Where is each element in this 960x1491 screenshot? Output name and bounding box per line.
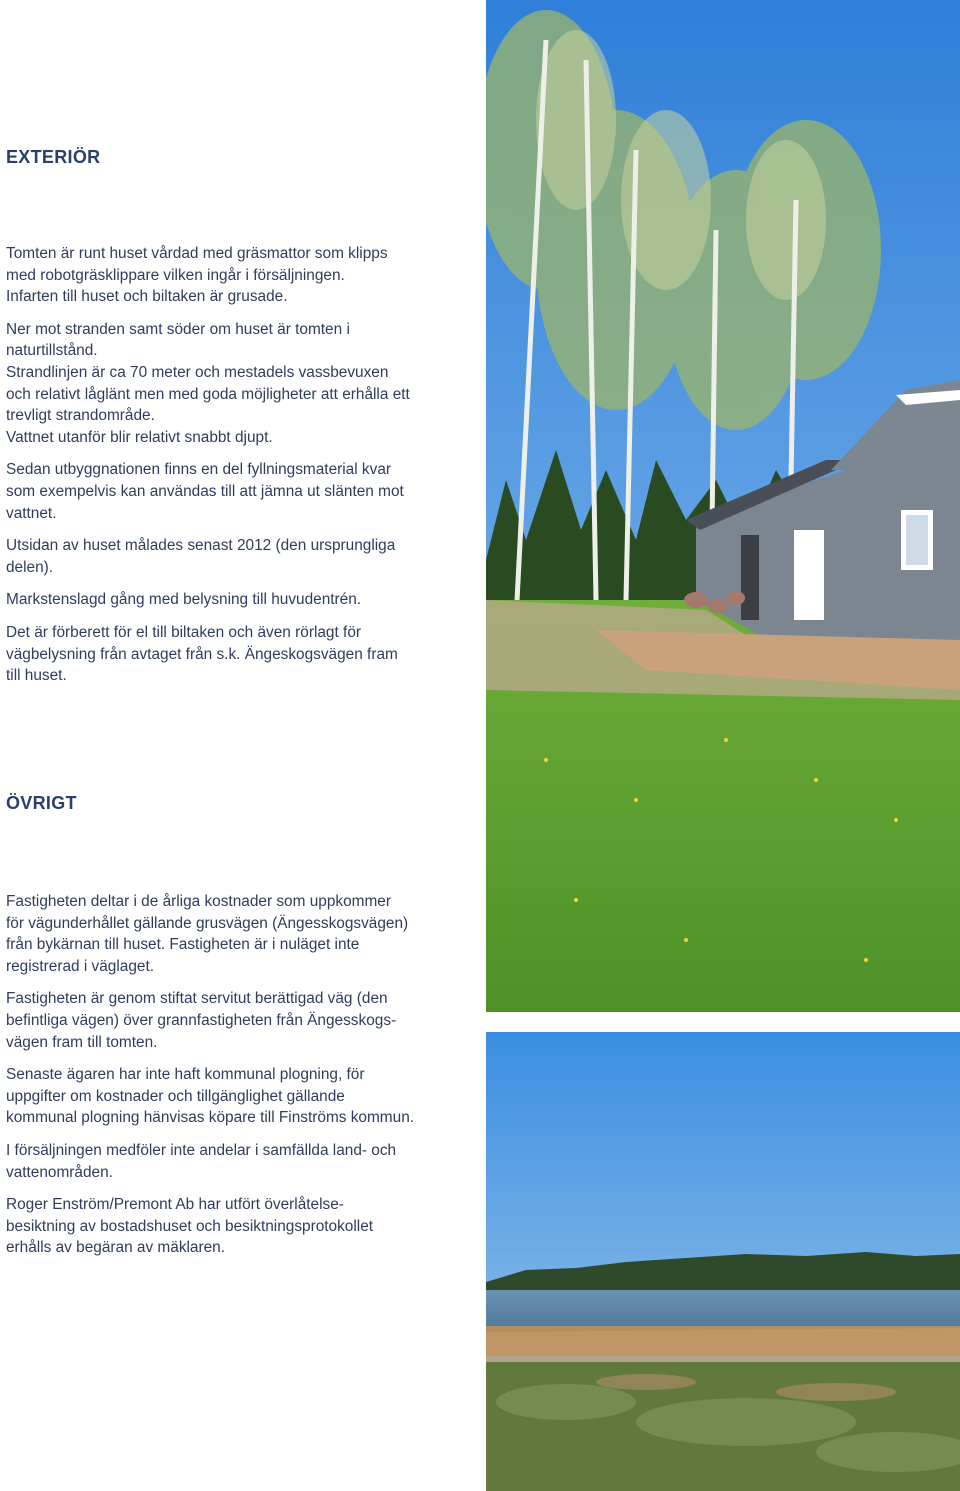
exterior-paragraph-5: Markstenslagd gång med belysning till huvudentrén. (6, 591, 362, 609)
lake-photo-illustration (486, 1032, 960, 1491)
exterior-paragraph-1: Tomten är runt huset vårdad med gräsmattor som klipps med robotgräsklippare vilken ingår i försäljningen. Infarten till huset och biltaken är grusade. (6, 245, 388, 306)
ovrigt-paragraph-5: Roger Enström/Premont Ab har utfört överlåtelse- besiktning av bostadshuset och besiktningsprotokollet erhålls av begäran av mäklaren. (6, 1196, 374, 1257)
house-with-birches-photo (486, 0, 960, 1012)
lakeshore-photo (486, 1032, 960, 1491)
exterior-paragraph-2: Ner mot stranden samt söder om huset är tomten i naturtillstånd. Strandlinjen är ca 70 meter och mestadels vassbevuxen och relativt låglänt men med goda möjligheter att erhålla ett trevligt strandområde. Vattnet utanför blir relativt snabbt djupt. (6, 320, 410, 446)
ovrigt-text (6, 891, 461, 1270)
exterior-paragraph-3: Sedan utbyggnationen finns en del fyllningsmaterial kvar som exempelvis kan användas till att jämna ut slänten mot vattnet. (6, 461, 404, 522)
ovrigt-paragraph-2: Fastigheten är genom stiftat servitut berättigad väg (den befintliga vägen) över grannfastigheten från Ängesskogs- vägen fram till tomten. (6, 990, 397, 1051)
ovrigt-paragraph-3: Senaste ägaren har inte haft kommunal plogning, för uppgifter om kostnader och tillgänglighet gällande kommunal plogning hänvisas köpare till Finströms kommun. (6, 1066, 415, 1127)
exterior-paragraph-4: Utsidan av huset målades senast 2012 (den ursprungliga delen). (6, 537, 396, 576)
ovrigt-paragraph-4: I försäljningen medföler inte andelar i samfällda land- och vattenområden. (6, 1141, 397, 1181)
exterior-paragraph-6: Det är förberett för el till biltaken och även rörlagt för vägbelysning från avtaget från s.k. Ängeskogsvägen fram till huset. (6, 623, 398, 685)
ovrigt-heading: ÖVRIGT (6, 793, 77, 813)
exterior-heading: EXTERIÖR (6, 147, 101, 167)
ovrigt-paragraph-1: Fastigheten deltar i de årliga kostnader som uppkommer för vägunderhållet gällande grusvägen (Ängesskogsvägen) från bykärnan till huset. Fastigheten är i nuläget inte registrerad i väglaget. (6, 893, 409, 975)
house-photo-illustration (486, 0, 960, 1012)
exterior-text (6, 243, 461, 698)
